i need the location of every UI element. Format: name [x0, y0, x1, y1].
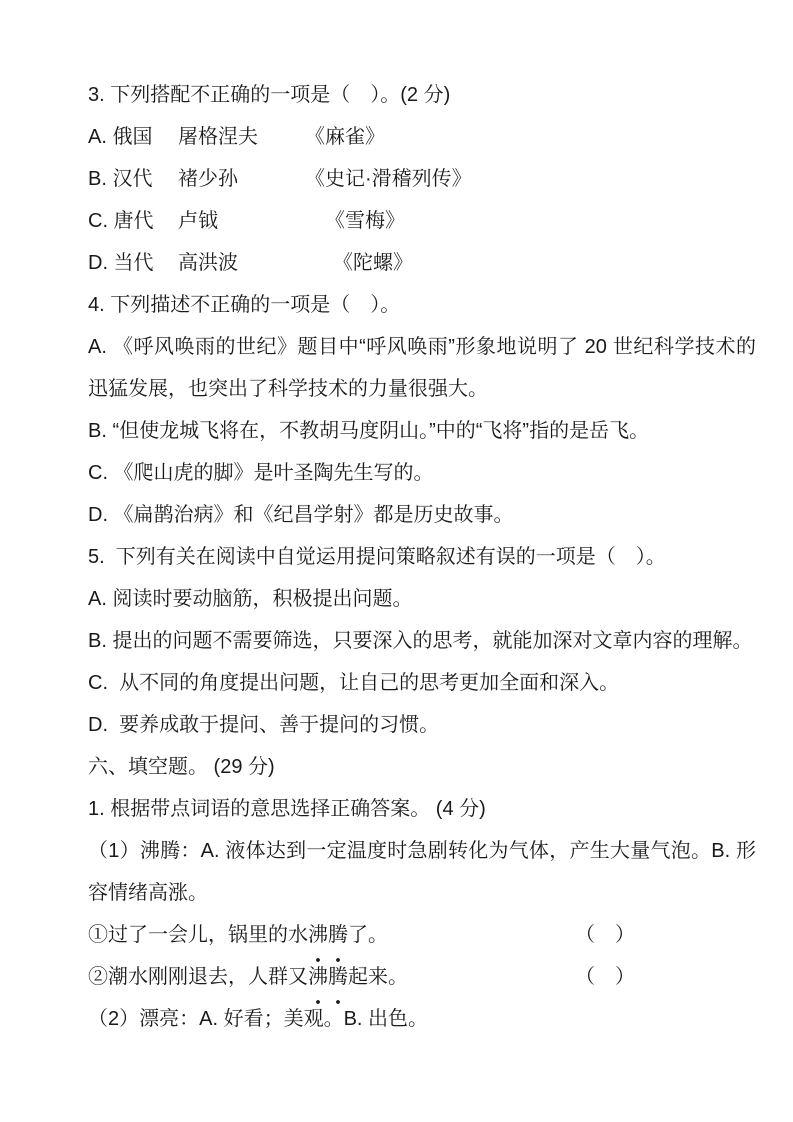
q5-option-a: A. 阅读时要动脑筋，积极提出问题。 — [88, 588, 413, 610]
q3-option-row-c — [88, 200, 756, 242]
q3-option-author: 褚少孙 — [178, 168, 238, 190]
q4-option-d: D. 《扁鹊治病》和《纪昌学射》都是历史故事。 — [88, 504, 514, 526]
q4-option-b: B. “但使龙城飞将在，不教胡马度阴山。”中的“飞将”指的是岳飞。 — [88, 420, 650, 442]
q3-option-label: A. 俄国 — [88, 126, 153, 148]
q3-option-row-b — [88, 158, 756, 200]
section-6-heading: 六、填空题。 (29 分) — [88, 756, 275, 778]
answer-blank-1: （ ） — [575, 924, 635, 946]
fill-q1-stem: 1. 根据带点词语的意思选择正确答案。 (4 分) — [88, 798, 486, 820]
dotted-word: 沸腾 — [308, 914, 348, 963]
question-4-stem: 4. 下列描述不正确的一项是（ ）。 — [88, 294, 401, 316]
sentence-1-text — [88, 914, 388, 956]
q3-option-work: 《陀螺》 — [333, 252, 413, 274]
question-3-stem: 3. 下列搭配不正确的一项是（ ）。(2 分) — [88, 84, 451, 106]
question-5-stem: 5. 下列有关在阅读中自觉运用提问策略叙述有误的一项是（ ）。 — [88, 546, 666, 568]
q3-option-work: 《史记·滑稽列传》 — [305, 168, 472, 190]
sentence-1-post: 了。 — [348, 924, 388, 946]
sentence-row-1 — [88, 914, 635, 956]
q3-option-row-d — [88, 242, 756, 284]
q4-option-a: A. 《呼风唤雨的世纪》题目中“呼风唤雨”形象地说明了 20 世纪科学技术的迅猛发展，也突出了科学技术的力量很强大。 — [88, 336, 756, 400]
dotted-word: 沸腾 — [308, 956, 348, 1005]
q3-option-row-a — [88, 116, 756, 158]
q5-option-d: D. 要养成敢于提问、善于提问的习惯。 — [88, 714, 440, 736]
q3-option-author: 屠格涅夫 — [178, 126, 258, 148]
q4-option-c: C. 《爬山虎的脚》是叶圣陶先生写的。 — [88, 462, 434, 484]
q5-option-b: B. 提出的问题不需要筛选，只要深入的思考，就能加深对文章内容的理解。 — [88, 630, 753, 652]
q3-option-label: B. 汉代 — [88, 168, 153, 190]
q5-option-c: C. 从不同的角度提出问题，让自己的思考更加全面和深入。 — [88, 672, 620, 694]
sentence-row-2 — [88, 956, 635, 998]
q3-option-work: 《雪梅》 — [325, 210, 405, 232]
sentence-1-pre: ①过了一会儿，锅里的水 — [88, 924, 308, 946]
q3-option-label: C. 唐代 — [88, 210, 154, 232]
q3-option-work: 《麻雀》 — [305, 126, 385, 148]
q3-option-label: D. 当代 — [88, 252, 154, 274]
sentence-2-pre: ②潮水刚刚退去，人群又 — [88, 966, 308, 988]
q3-option-author: 高洪波 — [178, 252, 238, 274]
answer-blank-2: （ ） — [575, 966, 635, 988]
sentence-2-text — [88, 956, 408, 998]
q3-option-author: 卢钺 — [178, 210, 218, 232]
sentence-2-post: 起来。 — [348, 966, 408, 988]
fill-item-1-definition: （1）沸腾：A. 液体达到一定温度时急剧转化为气体，产生大量气泡。B. 形容情绪高涨。 — [88, 840, 756, 904]
fill-item-2-definition: （2）漂亮：A. 好看；美观。B. 出色。 — [88, 1008, 429, 1030]
